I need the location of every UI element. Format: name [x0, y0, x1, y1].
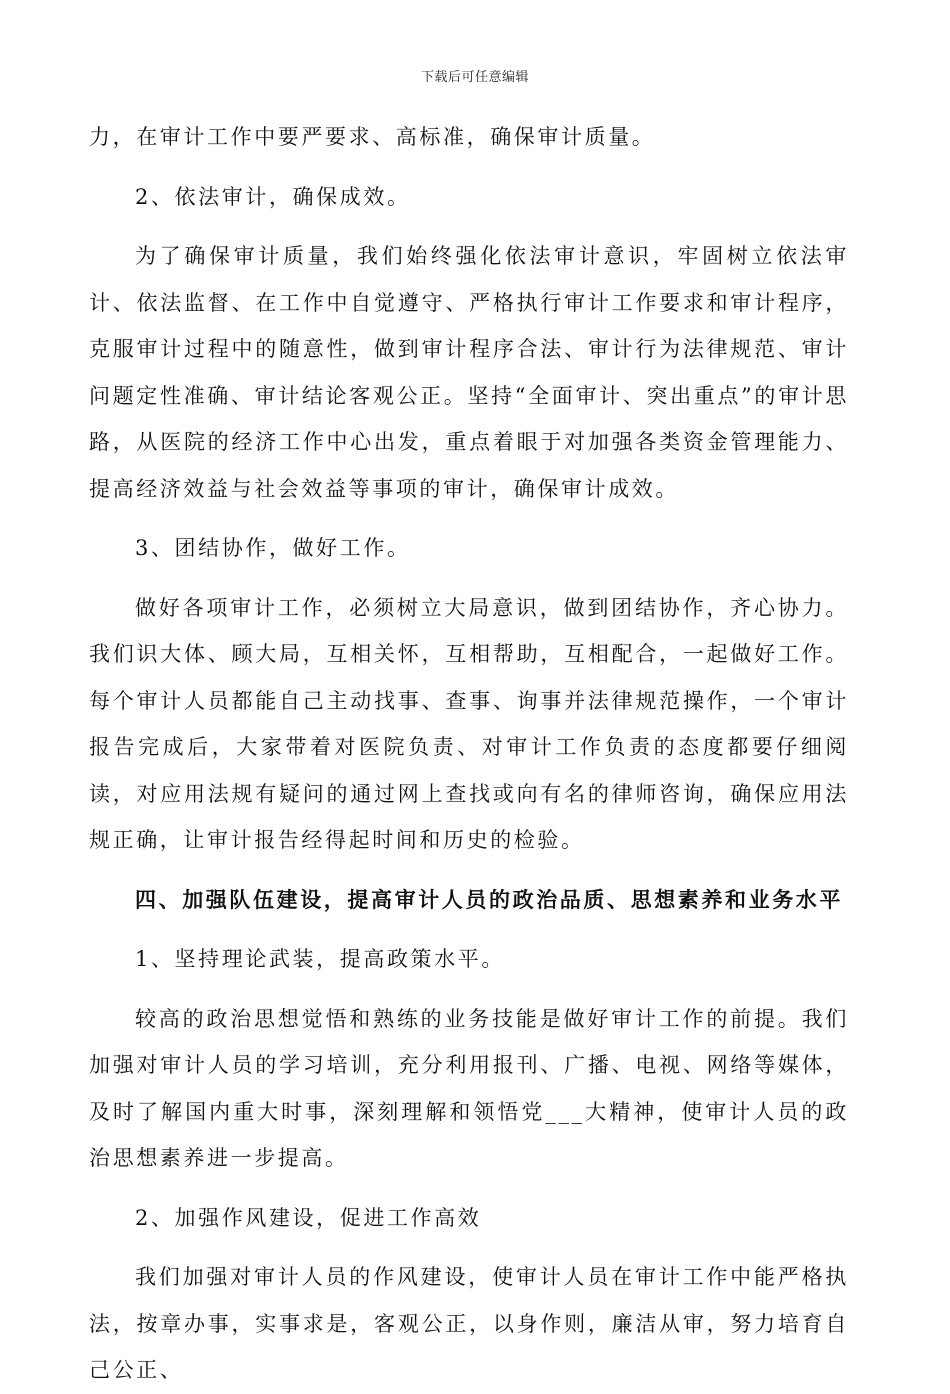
subheading-lawful-audit: 2、依法审计，确保成效。: [135, 184, 411, 209]
paragraph-continuation: 力，在审计工作中要严要求、高标准，确保审计质量。: [89, 125, 656, 149]
document-body: [89, 114, 849, 1394]
paragraph-theory: 较高的政治思想觉悟和熟练的业务技能是做好审计工作的前提。我们加强对审计人员的学习培训，充分利用报刊、广播、电视、网络等媒体，及时了解国内重大时事，深刻理解和领悟党___大精神，使审计人员的政治思想素养进一步提高。: [89, 1006, 849, 1170]
subheading-work-style: 2、加强作风建设，促进工作高效: [135, 1205, 482, 1230]
subheading-theory: 1、坚持理论武装，提高政策水平。: [135, 947, 505, 971]
paragraph-teamwork: 做好各项审计工作，必须树立大局意识，做到团结协作，齐心协力。我们识大体、顾大局，互相关怀，互相帮助，互相配合，一起做好工作。每个审计人员都能自己主动找事、查事、询事并法律规范操作，一个审计报告完成后，大家带着对医院负责、对审计工作负责的态度都要仔细阅读，对应用法规有疑问的通过网上查找或向有名的律师咨询，确保应用法规正确，让审计报告经得起时间和历史的检验。: [89, 595, 849, 852]
paragraph-work-style: 我们加强对审计人员的作风建设，使审计人员在审计工作中能严格执法，按章办事，实事求是，客观公正，以身作则，廉洁从审，努力培育自己公正、: [89, 1265, 849, 1382]
page-header: 下载后可任意编辑: [420, 70, 529, 85]
paragraph-lawful-audit: 为了确保审计质量，我们始终强化依法审计意识，牢固树立依法审计、依法监督、在工作中自觉遵守、严格执行审计工作要求和审计程序，克服审计过程中的随意性，做到审计程序合法、审计行为法律规范、审计问题定性准确、审计结论客观公正。坚持“全面审计、突出重点”的审计思路，从医院的经济工作中心出发，重点着眼于对加强各类资金管理能力、提高经济效益与社会效益等事项的审计，确保审计成效。: [89, 244, 849, 501]
section-heading-team-building: 四、加强队伍建设，提高审计人员的政治品质、思想素养和业务水平: [135, 886, 843, 912]
subheading-teamwork: 3、团结协作，做好工作。: [135, 536, 411, 560]
